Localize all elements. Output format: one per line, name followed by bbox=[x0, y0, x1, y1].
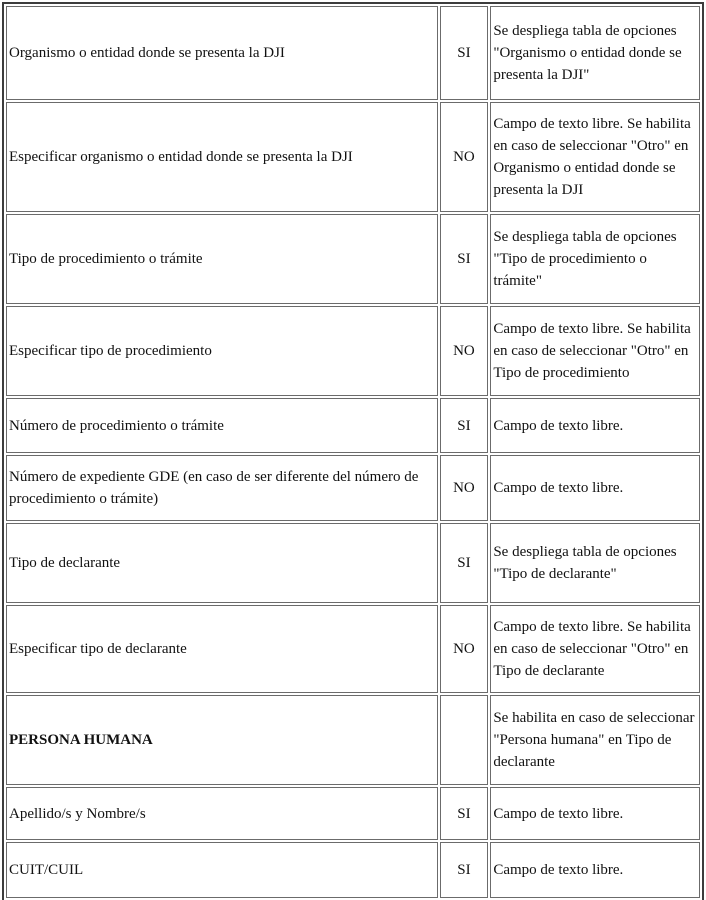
field-description-label: Campo de texto libre. bbox=[493, 417, 624, 434]
required-flag-cell bbox=[440, 842, 489, 898]
field-description-cell bbox=[490, 523, 700, 603]
required-flag-label: SI bbox=[457, 862, 471, 878]
table-row bbox=[6, 102, 700, 212]
required-flag-cell bbox=[440, 605, 489, 693]
field-name-cell bbox=[6, 102, 438, 212]
field-description-cell bbox=[490, 455, 700, 521]
table-body bbox=[6, 6, 700, 898]
required-flag-label: SI bbox=[457, 555, 471, 571]
field-name-label: Número de expediente GDE (en caso de ser diferente del número de procedimiento o trámite) bbox=[9, 469, 419, 507]
field-description-label: Campo de texto libre. Se habilita en caso de seleccionar "Otro" en Tipo de declarante bbox=[493, 619, 691, 679]
field-description-cell bbox=[490, 398, 700, 453]
field-description-cell bbox=[490, 6, 700, 100]
field-description-label: Campo de texto libre. Se habilita en caso de seleccionar "Otro" en Tipo de procedimiento bbox=[493, 321, 691, 381]
required-flag-cell bbox=[440, 695, 489, 785]
table-row bbox=[6, 6, 700, 100]
field-name-cell bbox=[6, 398, 438, 453]
required-flag-label: SI bbox=[457, 45, 471, 61]
field-description-label: Se despliega tabla de opciones "Tipo de declarante" bbox=[493, 544, 677, 582]
field-name-label: Especificar tipo de declarante bbox=[9, 641, 187, 657]
field-name-cell bbox=[6, 842, 438, 898]
field-name-label: PERSONA HUMANA bbox=[9, 732, 153, 748]
required-flag-cell bbox=[440, 6, 489, 100]
field-name-label: Tipo de declarante bbox=[9, 555, 121, 571]
field-description-cell bbox=[490, 214, 700, 304]
table-row bbox=[6, 398, 700, 453]
field-name-cell bbox=[6, 306, 438, 396]
required-flag-label: SI bbox=[457, 251, 471, 267]
field-name-label: CUIT/CUIL bbox=[9, 862, 84, 878]
field-name-cell bbox=[6, 605, 438, 693]
field-description-label: Se despliega tabla de opciones "Organismo o entidad donde se presenta la DJI" bbox=[493, 23, 682, 83]
field-name-cell bbox=[6, 455, 438, 521]
field-description-label: Campo de texto libre. bbox=[493, 862, 624, 878]
field-name-cell bbox=[6, 787, 438, 840]
dji-fields-table bbox=[2, 2, 704, 900]
field-description-cell bbox=[490, 842, 700, 898]
field-description-label: Se habilita en caso de seleccionar "Persona humana" en Tipo de declarante bbox=[493, 710, 695, 770]
table-row bbox=[6, 523, 700, 603]
field-description-cell bbox=[490, 605, 700, 693]
field-name-label: Especificar organismo o entidad donde se presenta la DJI bbox=[9, 149, 353, 165]
required-flag-label: NO bbox=[453, 343, 475, 359]
required-flag-label: NO bbox=[453, 480, 475, 496]
required-flag-cell bbox=[440, 455, 489, 521]
table-row bbox=[6, 214, 700, 304]
table-row bbox=[6, 842, 700, 898]
field-description-label: Se despliega tabla de opciones "Tipo de procedimiento o trámite" bbox=[493, 229, 677, 289]
field-name-cell bbox=[6, 6, 438, 100]
required-flag-label: SI bbox=[457, 805, 471, 822]
required-flag-cell bbox=[440, 306, 489, 396]
required-flag-cell bbox=[440, 102, 489, 212]
field-name-label: Especificar tipo de procedimiento bbox=[9, 343, 212, 359]
table-row bbox=[6, 455, 700, 521]
field-description-cell bbox=[490, 306, 700, 396]
required-flag-label: NO bbox=[453, 149, 475, 165]
field-name-label: Organismo o entidad donde se presenta la DJI bbox=[9, 45, 285, 61]
table-row bbox=[6, 695, 700, 785]
field-name-label: Apellido/s y Nombre/s bbox=[9, 805, 146, 822]
required-flag-label: NO bbox=[453, 641, 475, 657]
field-name-label: Tipo de procedimiento o trámite bbox=[9, 251, 203, 267]
table-row bbox=[6, 787, 700, 840]
field-description-cell bbox=[490, 102, 700, 212]
table-row bbox=[6, 605, 700, 693]
field-description-label: Campo de texto libre. bbox=[493, 480, 624, 496]
field-name-cell bbox=[6, 695, 438, 785]
field-description-cell bbox=[490, 695, 700, 785]
field-description-cell bbox=[490, 787, 700, 840]
required-flag-cell bbox=[440, 523, 489, 603]
field-description-label: Campo de texto libre. bbox=[493, 805, 624, 822]
required-flag-cell bbox=[440, 787, 489, 840]
field-name-cell bbox=[6, 523, 438, 603]
field-name-label: Número de procedimiento o trámite bbox=[9, 417, 224, 434]
table-row bbox=[6, 306, 700, 396]
required-flag-cell bbox=[440, 214, 489, 304]
field-description-label: Campo de texto libre. Se habilita en caso de seleccionar "Otro" en Organismo o entidad donde se presenta la DJI bbox=[493, 116, 691, 198]
required-flag-cell bbox=[440, 398, 489, 453]
required-flag-label: SI bbox=[457, 417, 471, 434]
field-name-cell bbox=[6, 214, 438, 304]
